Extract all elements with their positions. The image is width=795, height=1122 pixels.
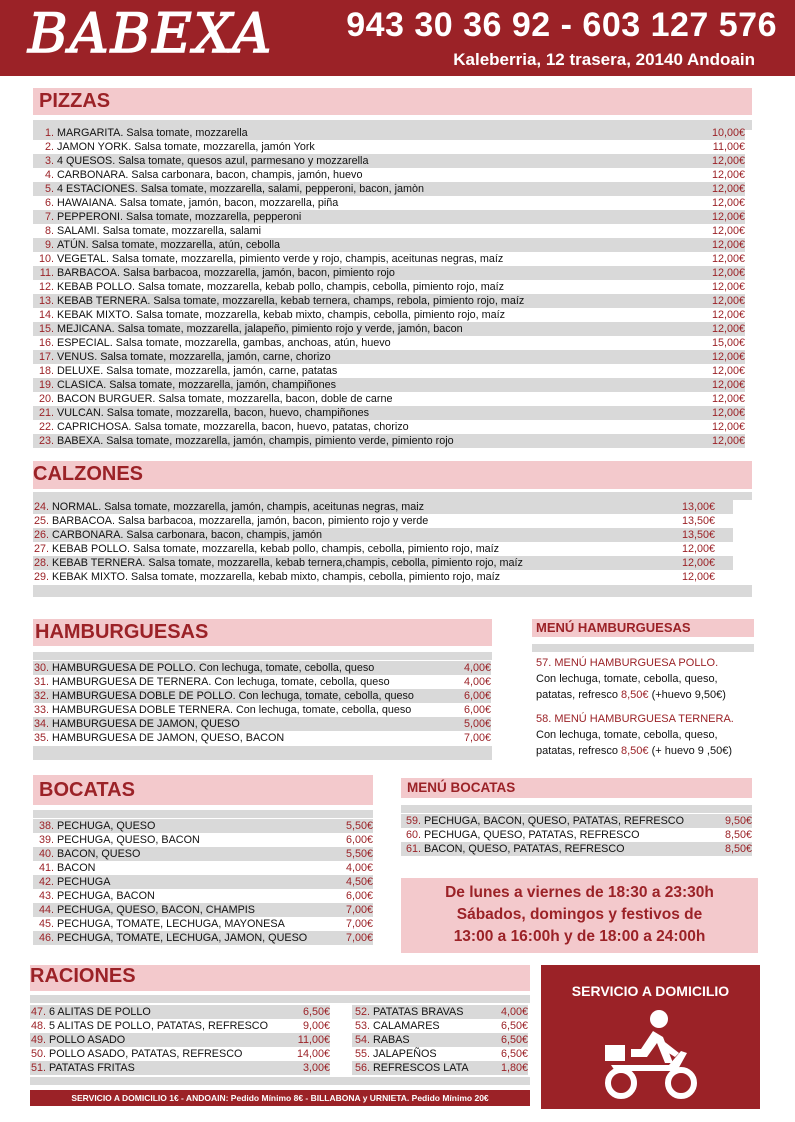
pizza-row — [33, 168, 745, 182]
item-description: KEBAB POLLO. Salsa tomate, mozzarella, kebab pollo, champis, cebolla, pimiento rojo, maíz — [57, 281, 505, 293]
item-price: 12,00€ — [711, 435, 745, 447]
item-number: 52. — [354, 1006, 370, 1018]
item-number: 5. — [44, 183, 54, 195]
raciones-title: RACIONES — [30, 965, 136, 987]
item-price: 13,50€ — [681, 529, 715, 541]
calzone-row — [33, 570, 733, 584]
item-number: 26. — [33, 529, 49, 541]
menu-58-desc: patatas, refresco — [536, 745, 621, 757]
item-description: REFRESCOS LATA — [373, 1062, 469, 1074]
item-number: 39. — [38, 834, 54, 846]
item-description: KEBAK MIXTO. Salsa tomate, mozzarella, kebab mixto, champis, cebolla, pimiento rojo, maíz — [57, 309, 506, 321]
menu-58-line2: Con lechuga, tomate, cebolla, queso, — [536, 729, 718, 741]
bocatas-title: BOCATAS — [39, 779, 135, 801]
item-description: PECHUGA, BACON, QUESO, PATATAS, REFRESCO — [424, 815, 684, 827]
hours-times: 13:00 a 16:00h y de 18:00 a 24:00h — [453, 928, 706, 945]
calzone-row — [33, 542, 733, 556]
item-price: 3,00€ — [302, 1062, 330, 1074]
brand-logo: BABEXA — [28, 2, 274, 65]
item-price: 4,00€ — [345, 862, 373, 874]
item-description: ATÚN. Salsa tomate, mozzarella, atún, cebolla — [57, 239, 281, 251]
menu-57-line2: Con lechuga, tomate, cebolla, queso, — [536, 673, 718, 685]
item-description: DELUXE. Salsa tomate, mozzarella, jamón, carne, patatas — [57, 365, 338, 377]
item-number: 42. — [38, 876, 54, 888]
item-number: 27. — [33, 543, 49, 555]
item-description: VENUS. Salsa tomate, mozzarella, jamón, carne, chorizo — [57, 351, 331, 363]
item-price: 13,50€ — [681, 515, 715, 527]
item-number: 44. — [38, 904, 54, 916]
item-description: RABAS — [373, 1034, 410, 1046]
menu-bocatas-band — [401, 778, 752, 798]
menu-bocata-row — [401, 842, 752, 856]
bocatas-top-strip — [33, 810, 373, 818]
delivery-footer-note: SERVICIO A DOMICILIO 1€ - ANDOAIN: Pedido Mínimo 8€ - BILLABONA y URNIETA. Pedido Mínimo 20€ — [30, 1090, 530, 1106]
item-number: 33. — [33, 704, 49, 716]
header-bar — [0, 0, 795, 76]
bocatas-list — [33, 819, 373, 945]
pizza-row — [33, 392, 745, 406]
bocata-row — [33, 819, 373, 833]
item-description: PEPPERONI. Salsa tomate, mozzarella, pepperoni — [57, 211, 302, 223]
item-price: 9,00€ — [302, 1020, 330, 1032]
item-number: 34. — [33, 718, 49, 730]
raciones-section-band — [30, 965, 530, 991]
menu-57-head: 57. MENÚ HAMBURGUESA POLLO. — [536, 657, 719, 669]
item-description: HAMBURGUESA DE TERNERA. Con lechuga, tomate, cebolla, queso — [52, 676, 390, 688]
item-description: BARBACOA. Salsa barbacoa, mozzarella, jamón, bacon, pimiento rojo — [57, 267, 395, 279]
item-price: 12,00€ — [711, 351, 745, 363]
hours-weekdays: De lunes a viernes de 18:30 a 23:30h — [445, 884, 714, 901]
item-description: PECHUGA, BACON — [57, 890, 155, 902]
item-price: 5,50€ — [345, 848, 373, 860]
calzones-title: CALZONES — [33, 463, 143, 485]
item-price: 12,00€ — [681, 543, 715, 555]
item-description: PATATAS BRAVAS — [373, 1006, 464, 1018]
raciones-right-list — [352, 1005, 528, 1075]
pizza-row — [33, 154, 745, 168]
item-description: PECHUGA, QUESO, BACON — [57, 834, 200, 846]
item-price: 6,00€ — [345, 834, 373, 846]
address: Kaleberria, 12 trasera, 20140 Andoain — [453, 50, 755, 69]
item-price: 11,00€ — [297, 1034, 330, 1046]
menu-bocata-row — [401, 828, 752, 842]
item-price: 4,00€ — [500, 1006, 528, 1018]
item-price: 12,00€ — [711, 393, 745, 405]
item-number: 15. — [38, 323, 54, 335]
item-price: 4,00€ — [463, 676, 491, 688]
item-price: 6,50€ — [500, 1034, 528, 1046]
item-description: HAMBURGUESA DE JAMON, QUESO, BACON — [52, 732, 285, 744]
opening-hours — [401, 878, 758, 953]
hamburguesa-row — [33, 689, 491, 703]
item-number: 49. — [30, 1034, 46, 1046]
phone-numbers: 943 30 36 92 - 603 127 576 — [346, 6, 777, 44]
item-description: BACON, QUESO — [57, 848, 141, 860]
item-description: POLLO ASADO — [49, 1034, 126, 1046]
calzone-row — [33, 500, 733, 514]
item-number: 32. — [33, 690, 49, 702]
racion-row — [352, 1005, 528, 1019]
item-price: 12,00€ — [711, 155, 745, 167]
hamburguesa-row — [33, 675, 491, 689]
item-price: 12,00€ — [711, 365, 745, 377]
item-price: 12,00€ — [711, 225, 745, 237]
calzones-list — [33, 500, 733, 584]
item-price: 12,00€ — [711, 309, 745, 321]
item-number: 41. — [38, 862, 54, 874]
menu-57-price: 8,50€ — [621, 689, 649, 701]
bocata-row — [33, 847, 373, 861]
item-description: KEBAB TERNERA. Salsa tomate, mozzarella, kebab ternera,champis, cebolla, pimiento rojo, maíz — [52, 557, 523, 569]
item-number: 25. — [33, 515, 49, 527]
item-number: 29. — [33, 571, 49, 583]
menu-57-desc: patatas, refresco — [536, 689, 621, 701]
item-description: 4 QUESOS. Salsa tomate, quesos azul, parmesano y mozzarella — [57, 155, 369, 167]
item-description: BARBACOA. Salsa barbacoa, mozzarella, jamón, bacon, pimiento rojo y verde — [52, 515, 429, 527]
item-description: PECHUGA, TOMATE, LECHUGA, JAMON, QUESO — [57, 932, 308, 944]
hamburguesa-row — [33, 717, 491, 731]
item-price: 12,00€ — [681, 557, 715, 569]
item-description: 5 ALITAS DE POLLO, PATATAS, REFRESCO — [49, 1020, 268, 1032]
pizza-row — [33, 224, 745, 238]
item-price: 6,50€ — [302, 1006, 330, 1018]
racion-row — [30, 1061, 330, 1075]
item-price: 8,50€ — [724, 843, 752, 855]
item-price: 6,50€ — [500, 1048, 528, 1060]
raciones-bottom-strip — [30, 1077, 530, 1085]
menu-57 — [536, 655, 758, 703]
item-price: 7,00€ — [345, 918, 373, 930]
bocata-row — [33, 875, 373, 889]
racion-row — [352, 1047, 528, 1061]
pizza-row — [33, 336, 745, 350]
menu-58-line3 — [536, 743, 758, 759]
item-number: 30. — [33, 662, 49, 674]
item-number: 46. — [38, 932, 54, 944]
item-description: PECHUGA, QUESO, PATATAS, REFRESCO — [424, 829, 640, 841]
menu-bocata-row — [401, 814, 752, 828]
racion-row — [30, 1005, 330, 1019]
item-price: 12,00€ — [711, 281, 745, 293]
item-number: 50. — [30, 1048, 46, 1060]
menu-57-extra: (+huevo 9,50€) — [648, 689, 726, 701]
item-number: 61. — [405, 843, 421, 855]
item-description: CALAMARES — [373, 1020, 440, 1032]
calzone-row — [33, 556, 733, 570]
calzones-bottom-strip — [33, 585, 752, 597]
item-price: 14,00€ — [296, 1048, 330, 1060]
item-number: 31. — [33, 676, 49, 688]
racion-row — [352, 1033, 528, 1047]
pizza-row — [33, 364, 745, 378]
item-description: BACON BURGUER. Salsa tomate, mozzarella, bacon, doble de carne — [57, 393, 393, 405]
pizza-row — [33, 266, 745, 280]
item-price: 12,00€ — [711, 295, 745, 307]
calzones-section-band — [33, 461, 752, 489]
bocata-row — [33, 917, 373, 931]
item-number: 23. — [38, 435, 54, 447]
item-description: CLASICA. Salsa tomate, mozzarella, jamón, champiñones — [57, 379, 337, 391]
item-description: PECHUGA, TOMATE, LECHUGA, MAYONESA — [57, 918, 285, 930]
item-price: 5,50€ — [345, 820, 373, 832]
item-price: 12,00€ — [711, 421, 745, 433]
item-description: SALAMI. Salsa tomate, mozzarella, salami — [57, 225, 262, 237]
item-price: 11,00€ — [712, 141, 745, 153]
item-description: 4 ESTACIONES. Salsa tomate, mozzarella, salami, pepperoni, bacon, jamòn — [57, 183, 425, 195]
item-number: 11. — [39, 267, 54, 279]
hamburguesas-bottom-strip — [33, 746, 492, 760]
pizzas-section-band — [33, 88, 752, 115]
item-description: VULCAN. Salsa tomate, mozzarella, bacon, huevo, champiñones — [57, 407, 370, 419]
pizza-row — [33, 140, 745, 154]
item-description: PATATAS FRITAS — [49, 1062, 135, 1074]
item-price: 15,00€ — [711, 337, 745, 349]
item-number: 56. — [354, 1062, 370, 1074]
menu-hamburguesas-strip — [532, 644, 754, 652]
item-price: 4,50€ — [345, 876, 373, 888]
hamburguesas-section-band — [33, 619, 492, 646]
item-price: 12,00€ — [681, 571, 715, 583]
bocata-row — [33, 931, 373, 945]
bocata-row — [33, 833, 373, 847]
item-number: 47. — [30, 1006, 46, 1018]
item-description: PECHUGA, QUESO — [57, 820, 156, 832]
hours-weekend: Sábados, domingos y festivos de — [456, 906, 703, 923]
item-number: 54. — [354, 1034, 370, 1046]
item-description: POLLO ASADO, PATATAS, REFRESCO — [49, 1048, 243, 1060]
menu-bocatas-title: MENÚ BOCATAS — [407, 780, 516, 795]
pizza-row — [33, 308, 745, 322]
item-price: 12,00€ — [711, 239, 745, 251]
item-number: 8. — [44, 225, 54, 237]
pizza-row — [33, 406, 745, 420]
racion-row — [30, 1047, 330, 1061]
item-description: MARGARITA. Salsa tomate, mozzarella — [57, 127, 248, 139]
item-number: 51. — [30, 1062, 46, 1074]
item-description: PECHUGA, QUESO, BACON, CHAMPIS — [57, 904, 255, 916]
item-number: 38. — [38, 820, 54, 832]
item-description: KEBAB TERNERA. Salsa tomate, mozzarella, kebab ternera, champs, rebola, pimiento rojo, maíz — [57, 295, 525, 307]
item-number: 4. — [44, 169, 54, 181]
item-number: 17. — [38, 351, 54, 363]
item-description: CAPRICHOSA. Salsa tomate, mozzarella, bacon, huevo, patatas, chorizo — [57, 421, 409, 433]
hamburguesa-row — [33, 731, 491, 745]
item-price: 12,00€ — [711, 323, 745, 335]
item-description: BABEXA. Salsa tomate, mozzarella, jamón, champis, pimiento verde, pimiento rojo — [57, 435, 454, 447]
item-price: 12,00€ — [711, 169, 745, 181]
item-number: 35. — [33, 732, 49, 744]
item-price: 13,00€ — [681, 501, 715, 513]
racion-row — [352, 1061, 528, 1075]
item-number: 24. — [33, 501, 49, 513]
item-description: CARBONARA. Salsa carbonara, bacon, champis, jamón — [52, 529, 323, 541]
item-number: 6. — [44, 197, 54, 209]
item-description: JALAPEÑOS — [373, 1048, 437, 1060]
pizza-row — [33, 238, 745, 252]
item-number: 22. — [38, 421, 54, 433]
item-description: HAMBURGUESA DOBLE DE POLLO. Con lechuga, tomate, cebolla, queso — [52, 690, 414, 702]
pizza-row — [33, 126, 745, 140]
pizza-row — [33, 378, 745, 392]
pizza-row — [33, 252, 745, 266]
pizzas-list — [33, 126, 745, 448]
item-price: 12,00€ — [711, 197, 745, 209]
bocata-row — [33, 903, 373, 917]
item-description: ESPECIAL. Salsa tomate, mozzarella, gambas, anchoas, atún, huevo — [57, 337, 391, 349]
item-price: 6,50€ — [500, 1020, 528, 1032]
item-price: 4,00€ — [463, 662, 491, 674]
menu-58-head: 58. MENÚ HAMBURGUESA TERNERA. — [536, 713, 734, 725]
racion-row — [30, 1033, 330, 1047]
item-price: 7,00€ — [345, 932, 373, 944]
menu-58-extra: (+ huevo 9 ,50€) — [648, 745, 733, 757]
item-number: 16. — [38, 337, 54, 349]
pizza-row — [33, 182, 745, 196]
item-number: 3. — [44, 155, 54, 167]
item-price: 12,00€ — [711, 183, 745, 195]
pizza-row — [33, 322, 745, 336]
item-description: HAWAIANA. Salsa tomate, jamón, bacon, mozzarella, piña — [57, 197, 339, 209]
item-price: 12,00€ — [711, 267, 745, 279]
item-number: 48. — [30, 1020, 46, 1032]
item-number: 19. — [38, 379, 54, 391]
item-price: 6,00€ — [463, 704, 491, 716]
menu-58 — [536, 711, 758, 759]
item-price: 12,00€ — [711, 407, 745, 419]
bocatas-section-band — [33, 775, 373, 805]
menu-hamburguesas-band — [532, 619, 754, 637]
item-number: 43. — [38, 890, 54, 902]
hamburguesas-title: HAMBURGUESAS — [35, 621, 209, 643]
item-description: PECHUGA — [57, 876, 111, 888]
item-number: 40. — [38, 848, 54, 860]
item-price: 8,50€ — [724, 829, 752, 841]
item-description: HAMBURGUESA DOBLE TERNERA. Con lechuga, tomate, cebolla, queso — [52, 704, 412, 716]
item-price: 6,00€ — [345, 890, 373, 902]
item-description: HAMBURGUESA DE JAMON, QUESO — [52, 718, 240, 730]
delivery-scooter-icon — [601, 1005, 701, 1101]
item-price: 6,00€ — [463, 690, 491, 702]
item-description: KEBAK MIXTO. Salsa tomate, mozzarella, kebab mixto, champis, cebolla, pimiento rojo, maíz — [52, 571, 501, 583]
bocata-row — [33, 861, 373, 875]
item-number: 1. — [44, 127, 54, 139]
delivery-box — [541, 965, 760, 1109]
item-price: 12,00€ — [711, 211, 745, 223]
item-price: 1,80€ — [500, 1062, 528, 1074]
item-price: 5,00€ — [463, 718, 491, 730]
item-description: NORMAL. Salsa tomate, mozzarella, jamón, champis, aceitunas negras, maiz — [52, 501, 425, 513]
item-number: 60. — [405, 829, 421, 841]
item-description: VEGETAL. Salsa tomate, mozzarella, pimiento verde y rojo, champis, aceitunas negras, maíz — [57, 253, 504, 265]
bocata-row — [33, 889, 373, 903]
item-number: 13. — [38, 295, 54, 307]
hamburguesa-row — [33, 703, 491, 717]
item-number: 7. — [44, 211, 54, 223]
delivery-title: SERVICIO A DOMICILIO — [571, 983, 730, 999]
item-number: 18. — [38, 365, 54, 377]
item-description: BACON, QUESO, PATATAS, REFRESCO — [424, 843, 625, 855]
item-number: 45. — [38, 918, 54, 930]
pizza-row — [33, 210, 745, 224]
item-number: 20. — [38, 393, 54, 405]
item-price: 12,00€ — [711, 253, 745, 265]
pizza-row — [33, 434, 745, 448]
item-number: 59. — [405, 815, 421, 827]
menu-bocatas-list — [401, 814, 752, 856]
hamburguesas-list — [33, 661, 491, 745]
racion-row — [30, 1019, 330, 1033]
item-number: 53. — [354, 1020, 370, 1032]
calzone-row — [33, 514, 733, 528]
racion-row — [352, 1019, 528, 1033]
hamburguesa-row — [33, 661, 491, 675]
calzones-top-strip — [33, 492, 752, 500]
raciones-top-strip — [30, 995, 530, 1003]
pizza-row — [33, 420, 745, 434]
item-description: 6 ALITAS DE POLLO — [49, 1006, 151, 1018]
item-number: 10. — [38, 253, 54, 265]
item-number: 55. — [354, 1048, 370, 1060]
item-price: 9,50€ — [724, 815, 752, 827]
item-description: BACON — [57, 862, 96, 874]
raciones-left-list — [30, 1005, 330, 1075]
menu-57-line3 — [536, 687, 758, 703]
pizza-row — [33, 294, 745, 308]
item-description: KEBAB POLLO. Salsa tomate, mozzarella, kebab pollo, champis, cebolla, pimiento rojo, maíz — [52, 543, 500, 555]
menu-bocatas-strip — [401, 805, 752, 813]
pizza-row — [33, 280, 745, 294]
item-number: 28. — [33, 557, 49, 569]
item-description: MEJICANA. Salsa tomate, mozzarella, jalapeño, pimiento rojo y verde, jamón, bacon — [57, 323, 463, 335]
item-description: JAMON YORK. Salsa tomate, mozzarella, jamón York — [57, 141, 315, 153]
item-price: 7,00€ — [463, 732, 491, 744]
item-number: 14. — [38, 309, 54, 321]
pizza-row — [33, 350, 745, 364]
item-number: 21. — [38, 407, 54, 419]
calzone-row — [33, 528, 733, 542]
item-description: CARBONARA. Salsa carbonara, bacon, champis, jamón, huevo — [57, 169, 363, 181]
item-number: 12. — [38, 281, 54, 293]
hamburguesas-top-strip — [33, 652, 492, 660]
item-price: 7,00€ — [345, 904, 373, 916]
pizzas-title: PIZZAS — [39, 90, 111, 112]
pizza-row — [33, 196, 745, 210]
item-number: 9. — [44, 239, 54, 251]
item-description: HAMBURGUESA DE POLLO. Con lechuga, tomate, cebolla, queso — [52, 662, 375, 674]
menu-58-price: 8,50€ — [621, 745, 649, 757]
menu-hamburguesas-title: MENÚ HAMBURGUESAS — [536, 620, 691, 635]
item-number: 2. — [44, 141, 54, 153]
item-price: 10,00€ — [711, 127, 745, 139]
item-price: 12,00€ — [711, 379, 745, 391]
